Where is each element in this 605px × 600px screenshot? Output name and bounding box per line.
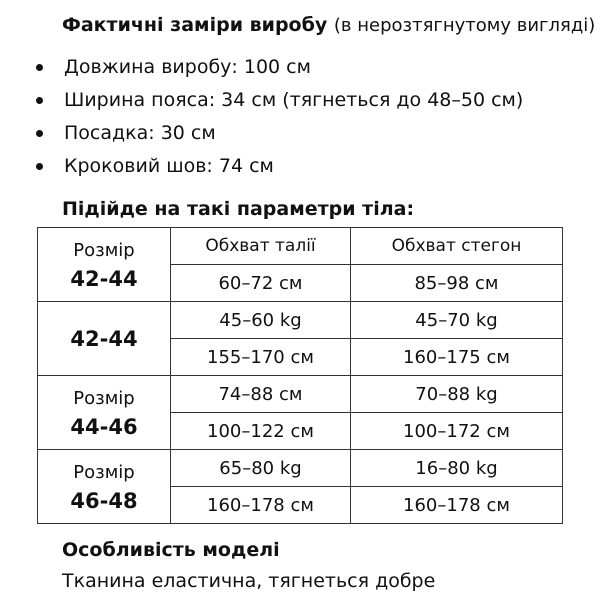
table-row — [38, 450, 563, 487]
measurements-list — [36, 51, 523, 183]
hips-cell: 100–172 см — [351, 413, 563, 450]
hips-cell: 16–80 kg — [351, 450, 563, 487]
waist-cell: 74–88 см — [171, 376, 351, 413]
waist-cell: 100–122 см — [171, 413, 351, 450]
hips-cell: 160–175 см — [351, 339, 563, 376]
waist-cell: 160–178 см — [171, 487, 351, 524]
fit-heading: Підійде на такі параметри тіла: — [62, 198, 415, 220]
hips-cell: 70–88 kg — [351, 376, 563, 413]
waist-cell: 155–170 см — [171, 339, 351, 376]
feature-title: Особливість моделі — [62, 539, 280, 561]
measurements-heading — [62, 14, 595, 36]
hips-cell: 45–70 kg — [351, 302, 563, 339]
hips-cell: 85–98 см — [351, 265, 563, 302]
spec-inseam: Кроковий шов: 74 см — [36, 150, 523, 183]
table-row — [38, 302, 563, 339]
column-header-waist: Обхват талії — [171, 228, 351, 265]
waist-cell: 65–80 kg — [171, 450, 351, 487]
waist-cell: 45–60 kg — [171, 302, 351, 339]
table-row — [38, 376, 563, 413]
spec-length: Довжина виробу: 100 см — [36, 51, 523, 84]
size-range: 42-44 — [70, 326, 138, 351]
size-cell — [38, 376, 171, 450]
size-label: Розмір — [73, 387, 135, 409]
spec-waistband: Ширина пояса: 34 см (тягнеться до 48–50 см) — [36, 84, 523, 117]
size-label: Розмір — [73, 461, 135, 483]
size-cell — [38, 302, 171, 376]
measurements-heading-note: (в нерозтягнутому вигляді) — [333, 15, 596, 36]
spec-rise: Посадка: 30 см — [36, 117, 523, 150]
measurements-heading-bold: Фактичні заміри виробу — [62, 14, 328, 36]
size-range: 46-48 — [70, 488, 138, 513]
column-header-hips: Обхват стегон — [351, 228, 563, 265]
hips-cell: 160–178 см — [351, 487, 563, 524]
size-range: 42-44 — [70, 266, 138, 291]
waist-cell: 60–72 см — [171, 265, 351, 302]
size-cell — [38, 228, 171, 302]
size-cell — [38, 450, 171, 524]
size-table — [37, 227, 563, 524]
feature-text: Тканина еластична, тягнеться добре — [62, 570, 436, 592]
table-row — [38, 228, 563, 265]
size-label: Розмір — [73, 239, 135, 261]
size-range: 44-46 — [70, 414, 138, 439]
